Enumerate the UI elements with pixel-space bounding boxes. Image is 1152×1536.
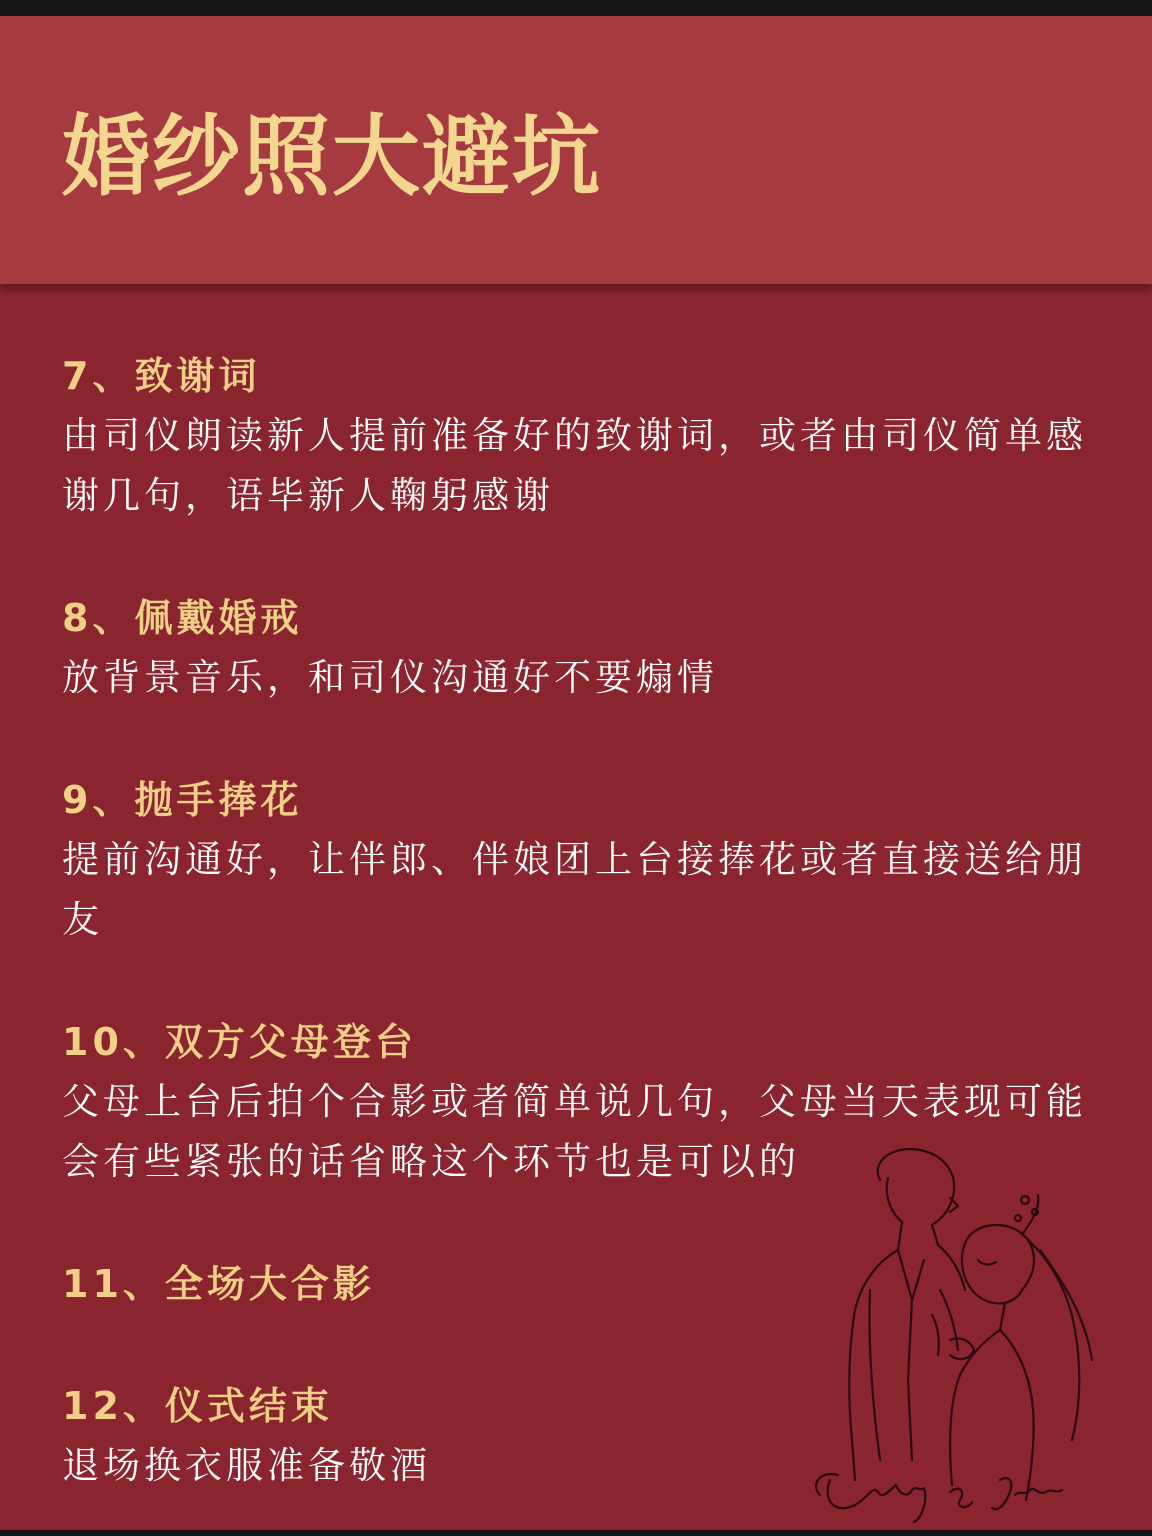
page-title: 婚纱照大避坑 [62, 104, 603, 208]
header-banner [0, 16, 1152, 284]
section-heading: 9、抛手捧花 [62, 778, 303, 822]
section-body: 父母上台后拍个合影或者简单说几句，父母当天表现可能会有些紧张的话省略这个环节也是可以的 [62, 1080, 1087, 1183]
top-border [0, 0, 1152, 16]
list-item [62, 346, 1092, 526]
section-heading: 8、佩戴婚戒 [62, 596, 303, 640]
section-heading: 12、仪式结束 [62, 1384, 333, 1428]
section-heading: 10、双方父母登台 [62, 1020, 417, 1064]
section-heading: 7、致谢词 [62, 354, 261, 398]
section-body: 放背景音乐，和司仪沟通好不要煽情 [62, 656, 718, 699]
section-heading: 11、全场大合影 [62, 1262, 375, 1306]
section-body: 提前沟通好，让伴郎、伴娘团上台接捧花或者直接送给朋友 [62, 838, 1087, 941]
list-item [62, 770, 1092, 950]
couple-line-art-illustration [800, 1140, 1130, 1530]
list-item [62, 588, 1092, 708]
section-body: 退场换衣服准备敬酒 [62, 1444, 431, 1487]
bottom-border [0, 1530, 1152, 1536]
section-body: 由司仪朗读新人提前准备好的致谢词，或者由司仪简单感谢几句，语毕新人鞠躬感谢 [62, 414, 1087, 517]
